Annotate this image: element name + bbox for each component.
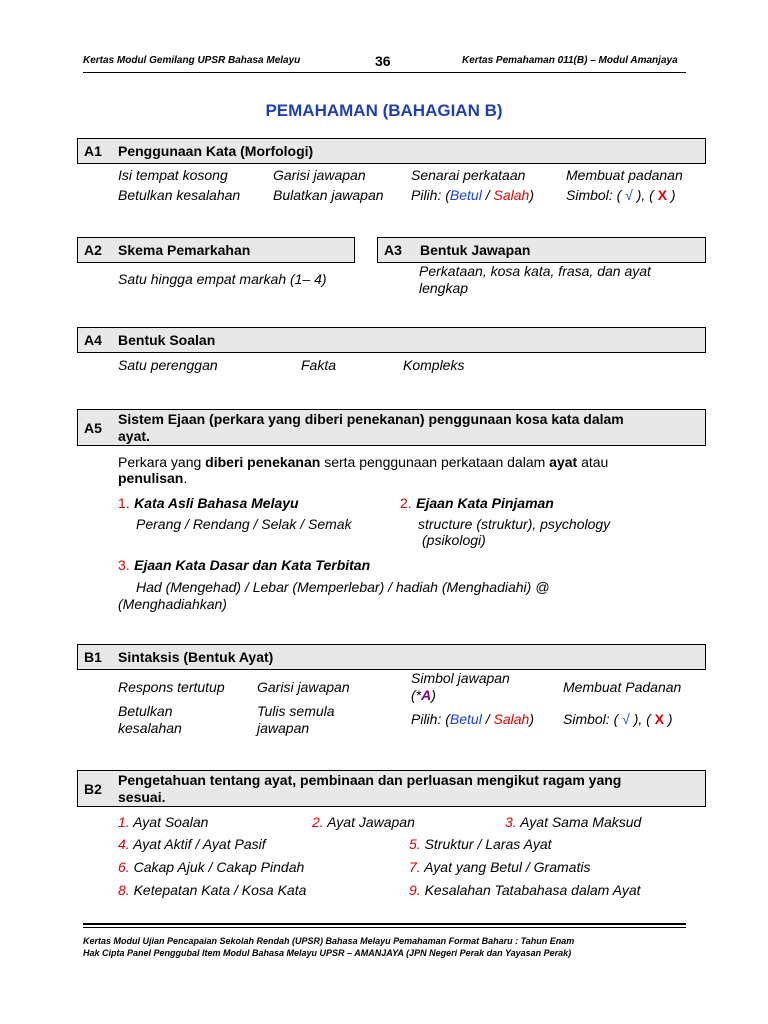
section-b1-bar xyxy=(77,644,706,670)
item-text: Cakap Ajuk / Cakap Pindah xyxy=(133,859,305,875)
a5-intro-line2 xyxy=(118,470,187,486)
section-a1-bar xyxy=(77,138,706,164)
paren: ) xyxy=(667,187,676,203)
item-text: Ketepatan Kata / Kosa Kata xyxy=(133,882,307,898)
number: 8. xyxy=(118,882,130,898)
cross-icon: X xyxy=(654,711,665,727)
number: 1. xyxy=(118,814,130,830)
item-text: Kesalahan Tatabahasa dalam Ayat xyxy=(424,882,641,898)
cross-icon: X xyxy=(657,187,668,203)
b1-item-line2: jawapan xyxy=(257,720,310,736)
footer-line2: Hak Cipta Panel Penggubal Item Modul Bahasa Melayu UPSR – AMANJAYA (JPN Negeri Perak dan Yayasan Perak) xyxy=(83,948,572,958)
section-a4-bar xyxy=(77,327,706,353)
salah-text: Salah xyxy=(493,711,530,727)
footer-rule xyxy=(83,923,686,925)
b1-item-line2 xyxy=(411,687,436,703)
b1-item: Respons tertutup xyxy=(118,679,225,695)
section-code: A5 xyxy=(84,420,102,436)
b1-item-line1: Betulkan xyxy=(118,703,173,719)
section-label-line1: Pengetahuan tentang ayat, pembinaan dan perluasan mengikut ragam yang xyxy=(118,772,622,788)
section-label: Sintaksis (Bentuk Ayat) xyxy=(118,649,274,665)
number: 6. xyxy=(118,859,130,875)
simbol-label: Simbol: ( xyxy=(563,711,623,727)
paren: ) xyxy=(529,711,534,727)
bold-text: diberi penekanan xyxy=(205,454,321,470)
a1-item: Garisi jawapan xyxy=(273,167,366,183)
a5-point-1-heading xyxy=(118,495,299,513)
number: 7. xyxy=(409,859,421,875)
b1-simbol xyxy=(563,711,673,727)
item-text: Ayat yang Betul / Gramatis xyxy=(424,859,591,875)
a4-item: Satu perenggan xyxy=(118,357,218,373)
slash: / xyxy=(481,187,494,203)
header-rule xyxy=(83,72,686,73)
betul-text: Betul xyxy=(449,711,482,727)
a1-item: Isi tempat kosong xyxy=(118,167,228,183)
header-left: Kertas Modul Gemilang UPSR Bahasa Melayu xyxy=(83,55,301,66)
text: Perkara yang xyxy=(118,454,206,470)
b1-item-line1: Tulis semula xyxy=(257,703,335,719)
number: 2. xyxy=(312,814,324,830)
item-text: Struktur / Laras Ayat xyxy=(424,836,552,852)
text: serta penggunaan perkataan dalam xyxy=(320,454,550,470)
a3-text-line2: lengkap xyxy=(419,280,469,296)
a5-point-3-heading xyxy=(118,557,370,575)
b2-item xyxy=(118,859,304,875)
b1-pilih xyxy=(411,711,534,727)
b2-item xyxy=(409,859,590,875)
section-label: Penggunaan Kata (Morfologi) xyxy=(118,143,314,159)
a5-point-3-text-line2: (Menghadiahkan) xyxy=(118,596,227,612)
section-code: A4 xyxy=(84,332,102,348)
b2-item xyxy=(118,836,266,852)
heading: Kata Asli Bahasa Melayu xyxy=(134,495,299,511)
a5-point-2-text-line1: structure (struktur), psychology xyxy=(418,516,611,532)
section-label: Bentuk Soalan xyxy=(118,332,216,348)
a2-text: Satu hingga empat markah (1– 4) xyxy=(118,271,327,287)
item-text: Ayat Aktif / Ayat Pasif xyxy=(133,836,266,852)
footer-rule xyxy=(83,927,686,928)
tick-icon: √ xyxy=(625,187,633,203)
paren: ), ( xyxy=(632,187,658,203)
header-right: Kertas Pemahaman 011(B) – Modul Amanjaya xyxy=(462,55,678,66)
b2-item xyxy=(409,882,641,898)
number: 3. xyxy=(118,557,130,573)
text: . xyxy=(183,470,188,486)
betul-text: Betul xyxy=(449,187,482,203)
pilih-label: Pilih: ( xyxy=(411,711,450,727)
number: 1. xyxy=(118,495,130,511)
a5-point-3-text-line1: Had (Mengehad) / Lebar (Memperlebar) / hadiah (Menghadiahi) @ xyxy=(136,579,550,595)
b1-item-line2: kesalahan xyxy=(118,720,182,736)
a1-simbol xyxy=(566,187,676,203)
a5-point-2-heading xyxy=(400,495,554,513)
b2-item xyxy=(312,814,415,830)
number: 3. xyxy=(505,814,517,830)
a5-intro-line1 xyxy=(118,454,608,470)
item-text: Ayat Sama Maksud xyxy=(520,814,642,830)
section-code: A3 xyxy=(384,242,402,258)
item-text: Ayat Jawapan xyxy=(327,814,415,830)
a1-item: Senarai perkataan xyxy=(411,167,526,183)
a3-text-line1: Perkataan, kosa kata, frasa, dan ayat xyxy=(419,263,651,279)
section-label-line2: ayat. xyxy=(118,428,150,444)
answer-letter: A xyxy=(421,687,432,703)
a1-item: Membuat padanan xyxy=(566,167,683,183)
bold-text: penulisan xyxy=(118,470,184,486)
b1-item-line1: Simbol jawapan xyxy=(411,670,510,686)
number: 5. xyxy=(409,836,421,852)
paren: ) xyxy=(529,187,534,203)
page-number: 36 xyxy=(375,53,391,69)
section-a3-bar xyxy=(377,237,706,263)
heading: Ejaan Kata Pinjaman xyxy=(416,495,554,511)
simbol-label: Simbol: ( xyxy=(566,187,626,203)
section-label: Bentuk Jawapan xyxy=(420,242,531,258)
item-text: Ayat Soalan xyxy=(133,814,209,830)
section-code: B2 xyxy=(84,781,102,797)
page-title: PEMAHAMAN (BAHAGIAN B) xyxy=(265,101,503,120)
b2-item xyxy=(118,814,208,830)
section-a2-bar xyxy=(77,237,355,263)
b1-item: Membuat Padanan xyxy=(563,679,682,695)
section-b2-bar xyxy=(77,770,706,807)
paren: ) xyxy=(664,711,673,727)
footer-line1: Kertas Modul Ujian Pencapaian Sekolah Rendah (UPSR) Bahasa Melayu Pemahaman Format Baharu : Tahun Enam xyxy=(83,936,575,946)
a1-pilih xyxy=(411,187,534,203)
text: ) xyxy=(431,687,436,703)
a4-item: Kompleks xyxy=(403,357,465,373)
slash: / xyxy=(481,711,494,727)
number: 9. xyxy=(409,882,421,898)
text: atau xyxy=(577,454,609,470)
section-code: A2 xyxy=(84,242,102,258)
section-label-line2: sesuai. xyxy=(118,789,166,805)
b1-item: Garisi jawapan xyxy=(257,679,350,695)
bold-text: ayat xyxy=(549,454,578,470)
a4-item: Fakta xyxy=(301,357,337,373)
a1-item: Betulkan kesalahan xyxy=(118,187,241,203)
section-label: Skema Pemarkahan xyxy=(118,242,251,258)
section-a5-bar xyxy=(77,409,706,446)
paren: ), ( xyxy=(629,711,655,727)
section-label-line1: Sistem Ejaan (perkara yang diberi penekanan) penggunaan kosa kata dalam xyxy=(118,411,624,427)
tick-icon: √ xyxy=(622,711,630,727)
pilih-label: Pilih: ( xyxy=(411,187,450,203)
a5-point-2-text-line2: (psikologi) xyxy=(422,532,486,548)
number: 4. xyxy=(118,836,130,852)
number: 2. xyxy=(400,495,412,511)
b2-item xyxy=(505,814,641,830)
b2-item xyxy=(409,836,552,852)
b2-item xyxy=(118,882,306,898)
a1-item: Bulatkan jawapan xyxy=(273,187,384,203)
section-code: B1 xyxy=(84,649,102,665)
salah-text: Salah xyxy=(493,187,530,203)
section-code: A1 xyxy=(84,143,102,159)
heading: Ejaan Kata Dasar dan Kata Terbitan xyxy=(134,557,371,573)
a5-point-1-text: Perang / Rendang / Selak / Semak xyxy=(136,516,352,532)
text: (* xyxy=(411,687,422,703)
